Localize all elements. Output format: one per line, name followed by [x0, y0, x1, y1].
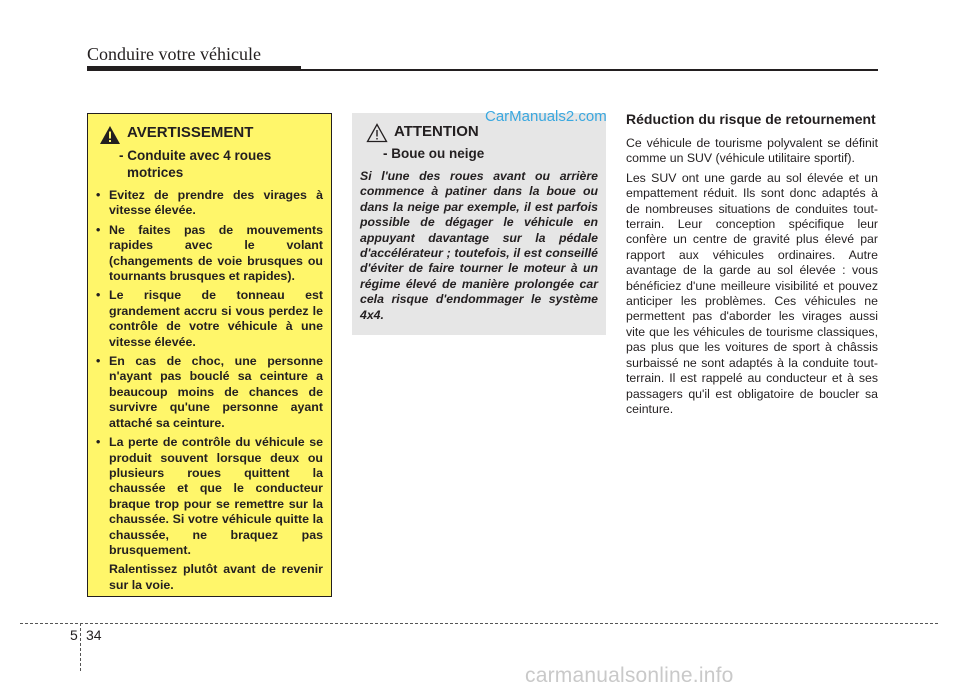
attention-heading [360, 123, 598, 143]
warning-item-text: Evitez de prendre des virages à vitesse élevée. [109, 188, 323, 218]
footer-rule [20, 623, 938, 624]
header-rule [301, 69, 878, 71]
warning-item-extra: Ralentissez plutôt avant de revenir sur la voie. [109, 562, 323, 592]
warning-item-text: La perte de contrôle du véhicule se produit souvent lorsque deux ou plusieurs roues quittent la chaussée et que le conducteur braque trop pour se remettre sur la chaussée. Si votre véhicule quitte la chaussée, ne braquez pas brusquement. [109, 435, 323, 557]
header-bar [87, 66, 301, 71]
page-number: 34 [86, 627, 102, 643]
section-paragraph: Les SUV ont une garde au sol élevée et un empattement réduit. Ils sont donc adaptés à de nombreuses situations de conduites tout-terrain. Leur conception spécifique leur confère un centre de gravité plus élevé par rapport aux véhicules ordinaires. Autre avantage de la garde au sol élevée : vous bénéficiez d'une meilleure visibilité et pouvez anticiper les problèmes. Ces véhicules ne permettent pas d'aborder les virages aussi vite que les véhicules de tourisme classiques, pas plus que les voitures de sport à châssis surbaissé ne sont adaptés à la conduite tout-terrain. Il est rappelé au conducteur et à ses passagers qu'il est obligatoire de boucler sa ceinture. [626, 170, 878, 416]
warning-item-text: En cas de choc, une personne n'ayant pas bouclé sa ceinture a beaucoup moins de chances de survivre qu'une personne ayant attaché sa ceinture. [109, 354, 323, 430]
section-title: Réduction du risque de retournement [626, 111, 876, 127]
list-item [96, 354, 323, 431]
list-item [96, 288, 323, 350]
footer-watermark: carmanualsonline.info [525, 664, 734, 687]
attention-title: ATTENTION [394, 123, 479, 140]
warning-item-text: Ne faites pas de mouvements rapides avec le volant (changements de voie brusques ou tournants brusques et rapides). [109, 222, 323, 284]
bullet: • [96, 222, 101, 237]
caution-triangle-icon [366, 123, 388, 143]
attention-text: Si l'une des roues avant ou arrière commence à patiner dans la boue ou dans la neige par exemple, il est parfois possible de dégager le véhicule en appuyant davantage sur la pédale d'accélérateur ; toutefois, il est conseillé d'éviter de faire tourner le moteur à un régime élevé de manière prolongée car cela risque d'endommager le système 4x4. [360, 169, 598, 322]
warning-list [96, 188, 323, 593]
page-header-title: Conduire votre véhicule [87, 44, 261, 64]
bullet: • [96, 354, 101, 369]
bullet: • [96, 188, 101, 202]
section-paragraph: Ce véhicule de tourisme polyvalent se définit comme un SUV (véhicule utilitaire sportif). [626, 136, 878, 166]
warning-title: AVERTISSEMENT [127, 124, 254, 141]
section-rollover [626, 111, 878, 421]
bullet: • [96, 435, 101, 450]
warning-triangle-icon [99, 125, 121, 145]
warning-subtitle: - Conduite avec 4 roues motrices [119, 148, 272, 180]
attention-box [352, 113, 606, 335]
attention-subtitle: - Boue ou neige [383, 146, 485, 161]
warning-item-text: Le risque de tonneau est grandement accru si vous perdez le contrôle de votre véhicule à une vitesse élevée. [109, 288, 323, 349]
list-item [96, 188, 323, 219]
list-item [96, 435, 323, 593]
warning-box [87, 113, 332, 597]
footer-divider [80, 623, 81, 671]
chapter-number: 5 [70, 627, 78, 643]
list-item [96, 223, 323, 285]
warning-heading [96, 124, 323, 145]
bullet: • [96, 288, 101, 303]
watermark-link[interactable]: CarManuals2.com [485, 108, 607, 125]
